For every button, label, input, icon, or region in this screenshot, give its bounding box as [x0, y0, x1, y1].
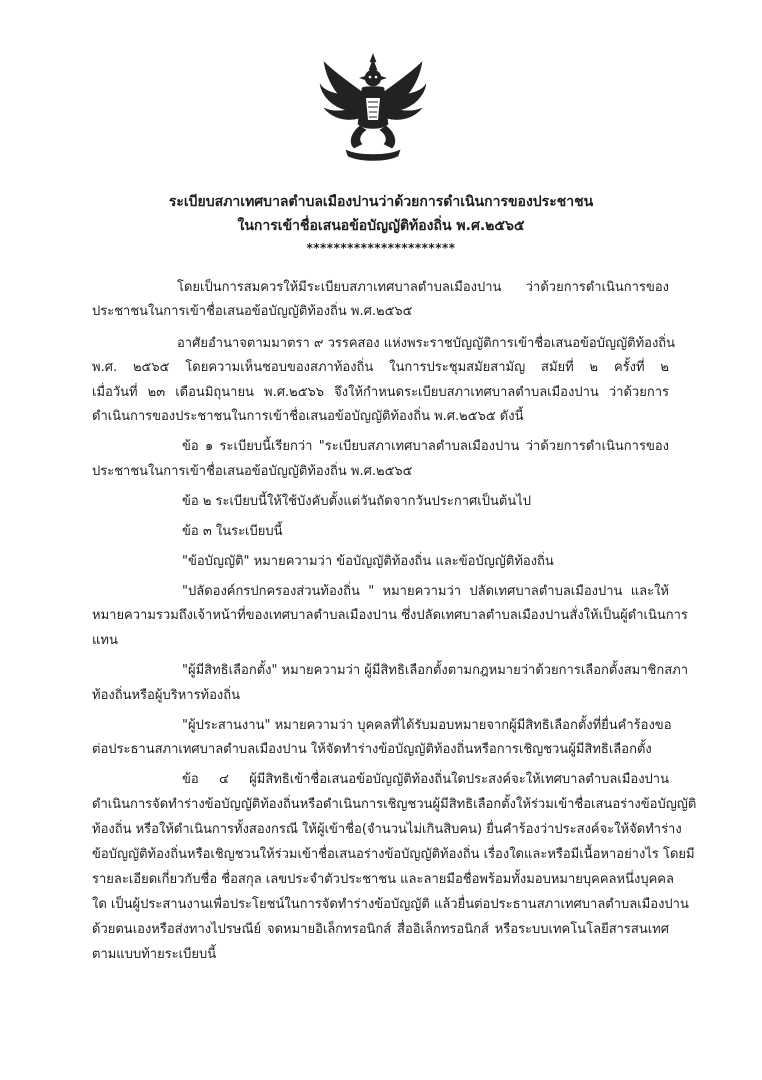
body-line: "ผู้มีสิทธิเลือกตั้ง" หมายความว่า ผู้มีสิทธิเลือกตั้งตามกฎหมายว่าด้วยการเลือกตั้งสมาชิกสภา — [182, 663, 689, 678]
body-line: โดยเป็นการสมควรให้มีระเบียบสภาเทศบาลตำบลเมืองปาน ว่าด้วยการดำเนินการของ — [177, 280, 669, 295]
body-line: ท้องถิ่น หรือให้ดำเนินการทั้งสองกรณี ให้ผู้เข้าชื่อ(จำนวนไม่เกินสิบคน) ยื่นคำร้องว่าประสงค์จะให้จัดทำร่าง — [92, 822, 682, 837]
body-line: ด้วยตนเองหรือส่งทางไปรษณีย์ จดหมายอิเล็กทรอนิกส์ สื่ออิเล็กทรอนิกส์ หรือระบบเทคโนโลยีสารสนเทศ — [92, 922, 669, 937]
document-title-line-1: ระเบียบสภาเทศบาลตำบลเมืองปานว่าด้วยการดำเนินการของประชาชน — [168, 194, 594, 210]
body-line: ดำเนินการจัดทำร่างข้อบัญญัติท้องถิ่นหรือดำเนินการเชิญชวนผู้มีสิทธิเลือกตั้งให้ร่วมเข้าชื่อเสนอร่างข้อบัญญัติ — [92, 797, 697, 812]
body-line: ประชาชนในการเข้าชื่อเสนอข้อบัญญัติท้องถิ่น พ.ศ.๒๕๖๕ — [92, 304, 413, 319]
body-line: ตามแบบท้ายระเบียบนี้ — [92, 947, 217, 962]
body-line: พ.ศ. ๒๕๖๕ โดยความเห็นชอบของสภาท้องถิ่น ในการประชุมสมัยสามัญ สมัยที่ ๒ ครั้งที่ ๒ — [92, 360, 669, 375]
body-line: ข้อ ๔ ผู้มีสิทธิเข้าชื่อเสนอข้อบัญญัติท้องถิ่นใดประสงค์จะให้เทศบาลตำบลเมืองปาน — [182, 772, 669, 787]
body-line: รายละเอียดเกี่ยวกับชื่อ ชื่อสกุล เลขประจำตัวประชาชน และลายมือชื่อพร้อมทั้งมอบหมายบุคคลหนึ่งบุคคล — [92, 872, 674, 887]
body-line: "ข้อบัญญัติ" หมายความว่า ข้อบัญญัติท้องถิ่น และข้อบัญญัติท้องถิ่น — [182, 554, 554, 569]
body-line: ข้อ ๓ ในระเบียบนี้ — [182, 524, 283, 539]
body-line: หมายความรวมถึงเจ้าหน้าที่ของเทศบาลตำบลเมืองปาน ซึ่งปลัดเทศบาลตำบลเมืองปานสั่งให้เป็นผู้ดำเนินการ — [92, 608, 688, 623]
title-separator: ********************** — [306, 241, 456, 255]
body-line: ข้อบัญญัติท้องถิ่นหรือเชิญชวนให้ร่วมเข้าชื่อเสนอร่างข้อบัญญัติท้องถิ่น เรื่องใดและหรือมีเนื้อหาอย่างไร โดยมี — [92, 847, 695, 862]
document-title-line-2: ในการเข้าชื่อเสนอข้อบัญญัติท้องถิ่น พ.ศ.๒๕๖๕ — [237, 218, 525, 234]
body-line: ประชาชนในการเข้าชื่อเสนอข้อบัญญัติท้องถิ่น พ.ศ.๒๕๖๕ — [92, 464, 413, 479]
body-line: อาศัยอำนาจตามมาตรา ๙ วรรคสอง แห่งพระราชบัญญัติการเข้าชื่อเสนอข้อบัญญัติท้องถิ่น — [177, 336, 676, 351]
body-line: เมื่อวันที่ ๒๓ เดือนมิถุนายน พ.ศ.๒๕๖๖ จึงให้กำหนดระเบียบสภาเทศบาลตำบลเมืองปาน ว่าด้วยการ — [92, 385, 669, 400]
body-line: "ปลัดองค์กรปกครองส่วนท้องถิ่น " หมายความว่า ปลัดเทศบาลตำบลเมืองปาน และให้ — [182, 584, 669, 599]
garuda-emblem — [318, 52, 428, 164]
body-line: ต่อประธานสภาเทศบาลตำบลเมืองปาน ให้จัดทำร่างข้อบัญญัติท้องถิ่นหรือการเชิญชวนผู้มีสิทธิเลือกตั้ง — [92, 742, 652, 757]
body-line: ใด เป็นผู้ประสานงานเพื่อประโยชน์ในการจัดทำร่างข้อบัญญัติ แล้วยื่นต่อประธานสภาเทศบาลตำบลเมืองปาน — [92, 897, 689, 912]
body-line: ท้องถิ่นหรือผู้บริหารท้องถิ่น — [92, 688, 241, 703]
body-line: ข้อ ๒ ระเบียบนี้ให้ใช้บังคับตั้งแต่วันถัดจากวันประกาศเป็นต้นไป — [182, 494, 532, 509]
body-line: ดำเนินการของประชาชนในการเข้าชื่อเสนอข้อบัญญัติท้องถิ่น พ.ศ.๒๕๖๕ ดังนี้ — [92, 409, 524, 424]
body-line: แทน — [92, 633, 118, 648]
body-line: "ผู้ประสานงาน" หมายความว่า บุคคลที่ได้รับมอบหมายจากผู้มีสิทธิเลือกตั้งที่ยื่นคำร้องขอ — [182, 718, 672, 733]
body-line: ข้อ ๑ ระเบียบนี้เรียกว่า "ระเบียบสภาเทศบาลตำบลเมืองปาน ว่าด้วยการดำเนินการของ — [182, 439, 669, 454]
